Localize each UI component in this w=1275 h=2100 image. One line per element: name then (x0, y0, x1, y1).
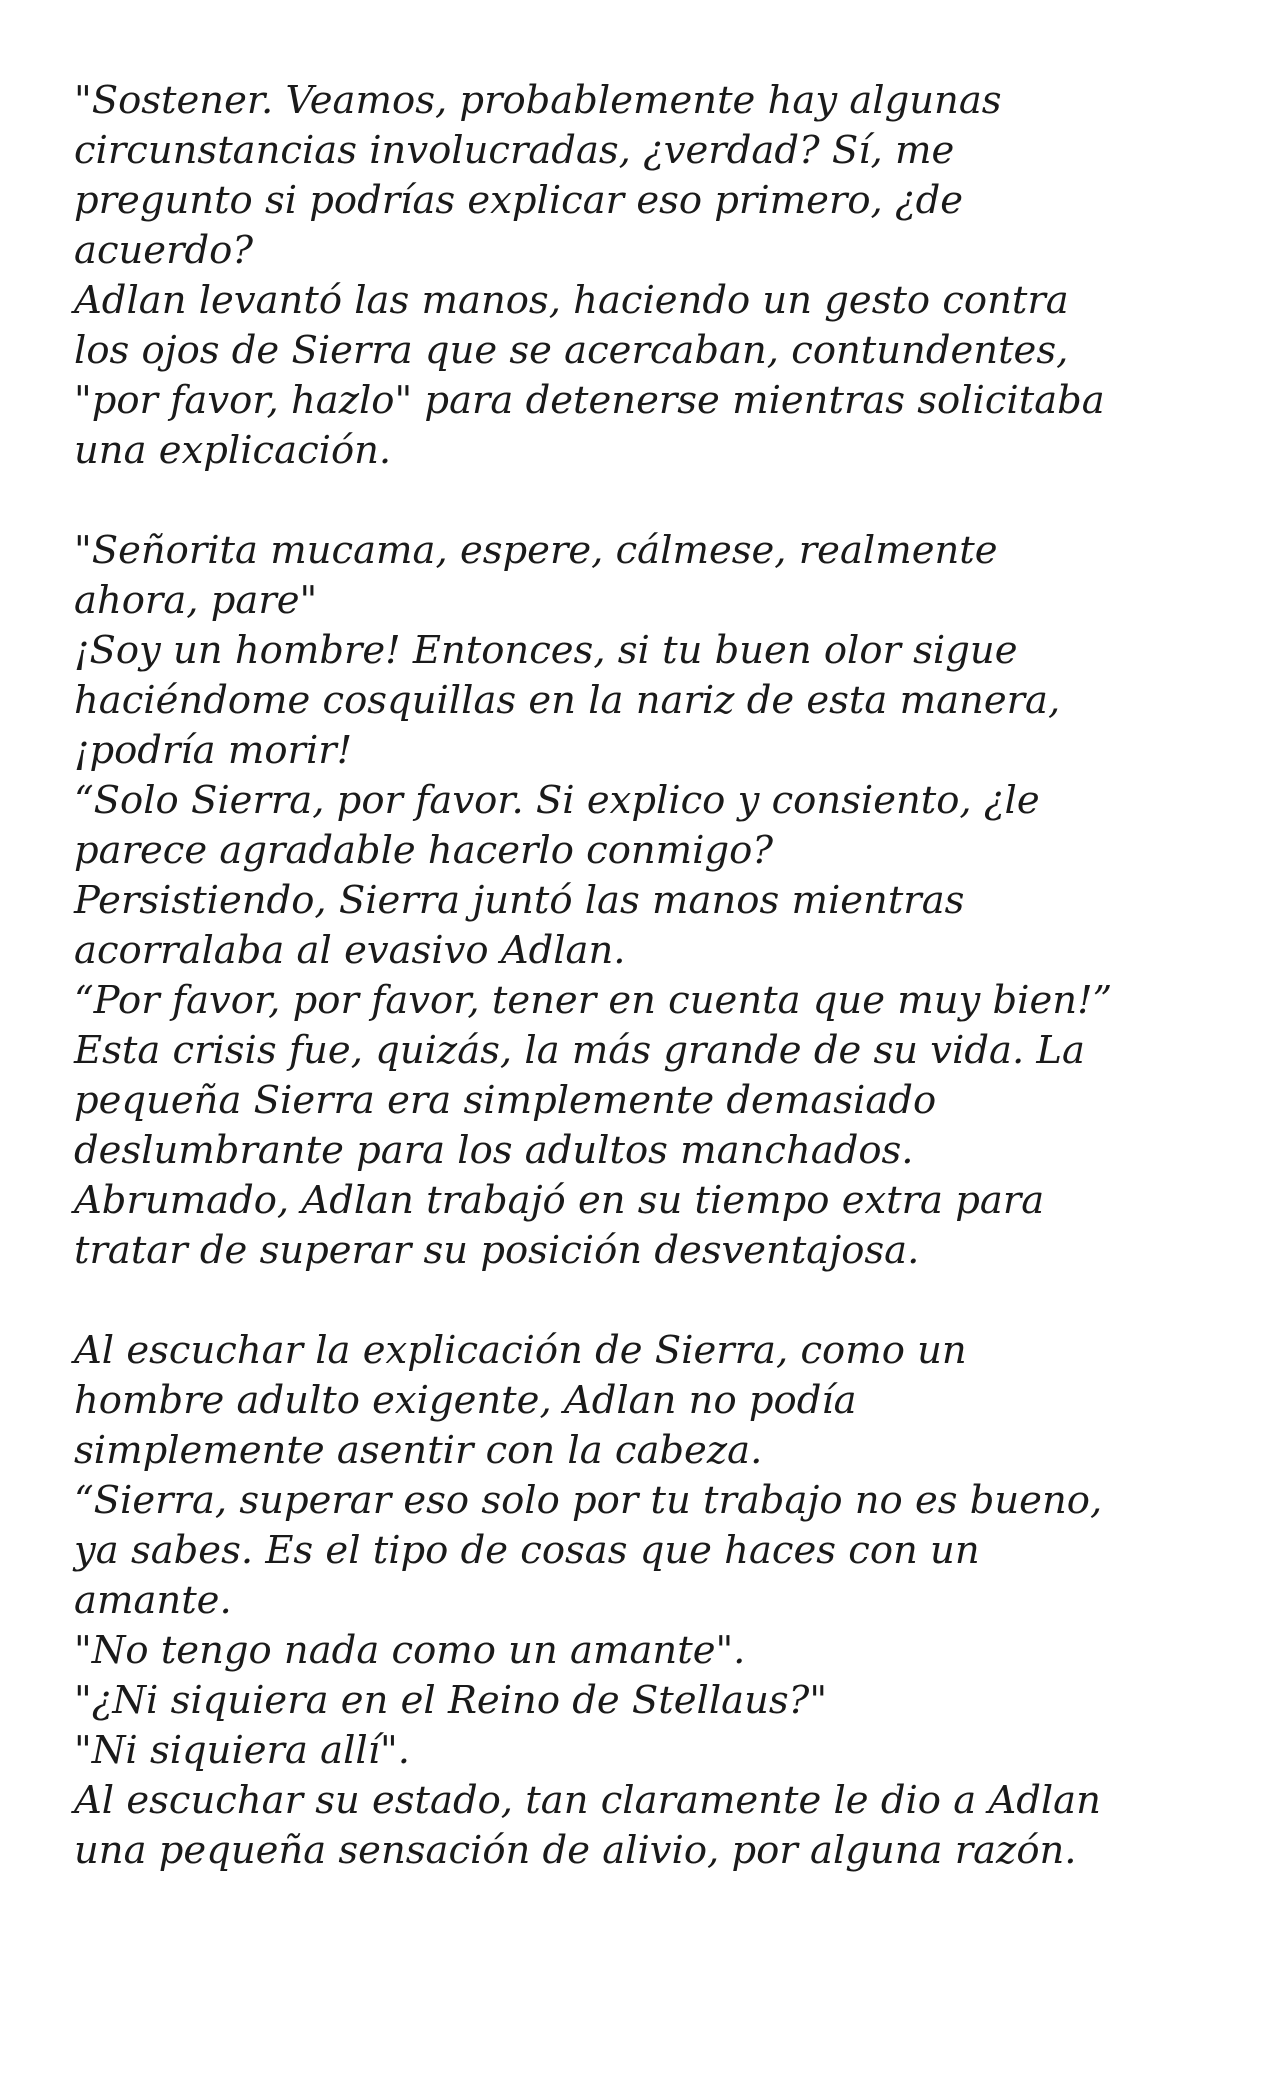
text-line: pequeña Sierra era simplemente demasiado (74, 1078, 937, 1123)
text-line: ya sabes. Es el tipo de cosas que haces con un (74, 1528, 980, 1573)
text-line: "por favor, hazlo" para detenerse mientras solicitaba (74, 378, 1105, 423)
text-line: acuerdo? (74, 228, 253, 273)
text-line: “Solo Sierra, por favor. Si explico y consiento, ¿le (74, 778, 1040, 823)
text-line: acorralaba al evasivo Adlan. (74, 928, 626, 973)
text-line: Esta crisis fue, quizás, la más grande de su vida. La (74, 1028, 1085, 1073)
text-line: "Sostener. Veamos, probablemente hay algunas (74, 78, 1002, 123)
text-line: "No tengo nada como un amante". (74, 1628, 746, 1673)
text-line: ahora, pare" (74, 578, 318, 623)
text-line: Al escuchar su estado, tan claramente le dio a Adlan (74, 1778, 1101, 1823)
text-line: tratar de superar su posición desventajosa. (74, 1228, 920, 1273)
text-line: hombre adulto exigente, Adlan no podía (74, 1378, 857, 1423)
text-line: una pequeña sensación de alivio, por alguna razón. (74, 1828, 1077, 1873)
text-line: "Ni siquiera allí". (74, 1728, 410, 1773)
text-line: haciéndome cosquillas en la nariz de esta manera, (74, 678, 1061, 723)
text-line: ¡Soy un hombre! Entonces, si tu buen olor sigue (74, 628, 1018, 673)
text-line: parece agradable hacerlo conmigo? (74, 828, 773, 873)
text-line: una explicación. (74, 428, 392, 473)
text-line: Abrumado, Adlan trabajó en su tiempo extra para (74, 1178, 1045, 1223)
text-line: Adlan levantó las manos, haciendo un gesto contra (74, 278, 1069, 323)
text-line: simplemente asentir con la cabeza. (74, 1428, 763, 1473)
text-line: deslumbrante para los adultos manchados. (74, 1128, 914, 1173)
text-line: ¡podría morir! (74, 728, 353, 773)
text-line: "¿Ni siquiera en el Reino de Stellaus?" (74, 1678, 828, 1723)
paragraph-1 (74, 76, 1214, 476)
text-line: Persistiendo, Sierra juntó las manos mientras (74, 878, 965, 923)
text-line: “Por favor, por favor, tener en cuenta que muy bien!” (74, 978, 1113, 1023)
paragraph-3 (74, 1326, 1214, 1876)
text-line: amante. (74, 1578, 232, 1623)
text-line: Al escuchar la explicación de Sierra, como un (74, 1328, 967, 1373)
text-line: circunstancias involucradas, ¿verdad? Sí, me (74, 128, 955, 173)
document-page (74, 76, 1214, 1876)
text-line: "Señorita mucama, espere, cálmese, realmente (74, 528, 998, 573)
text-line: “Sierra, superar eso solo por tu trabajo no es bueno, (74, 1478, 1103, 1523)
paragraph-2 (74, 526, 1214, 1276)
text-line: pregunto si podrías explicar eso primero, ¿de (74, 178, 964, 223)
text-line: los ojos de Sierra que se acercaban, contundentes, (74, 328, 1069, 373)
